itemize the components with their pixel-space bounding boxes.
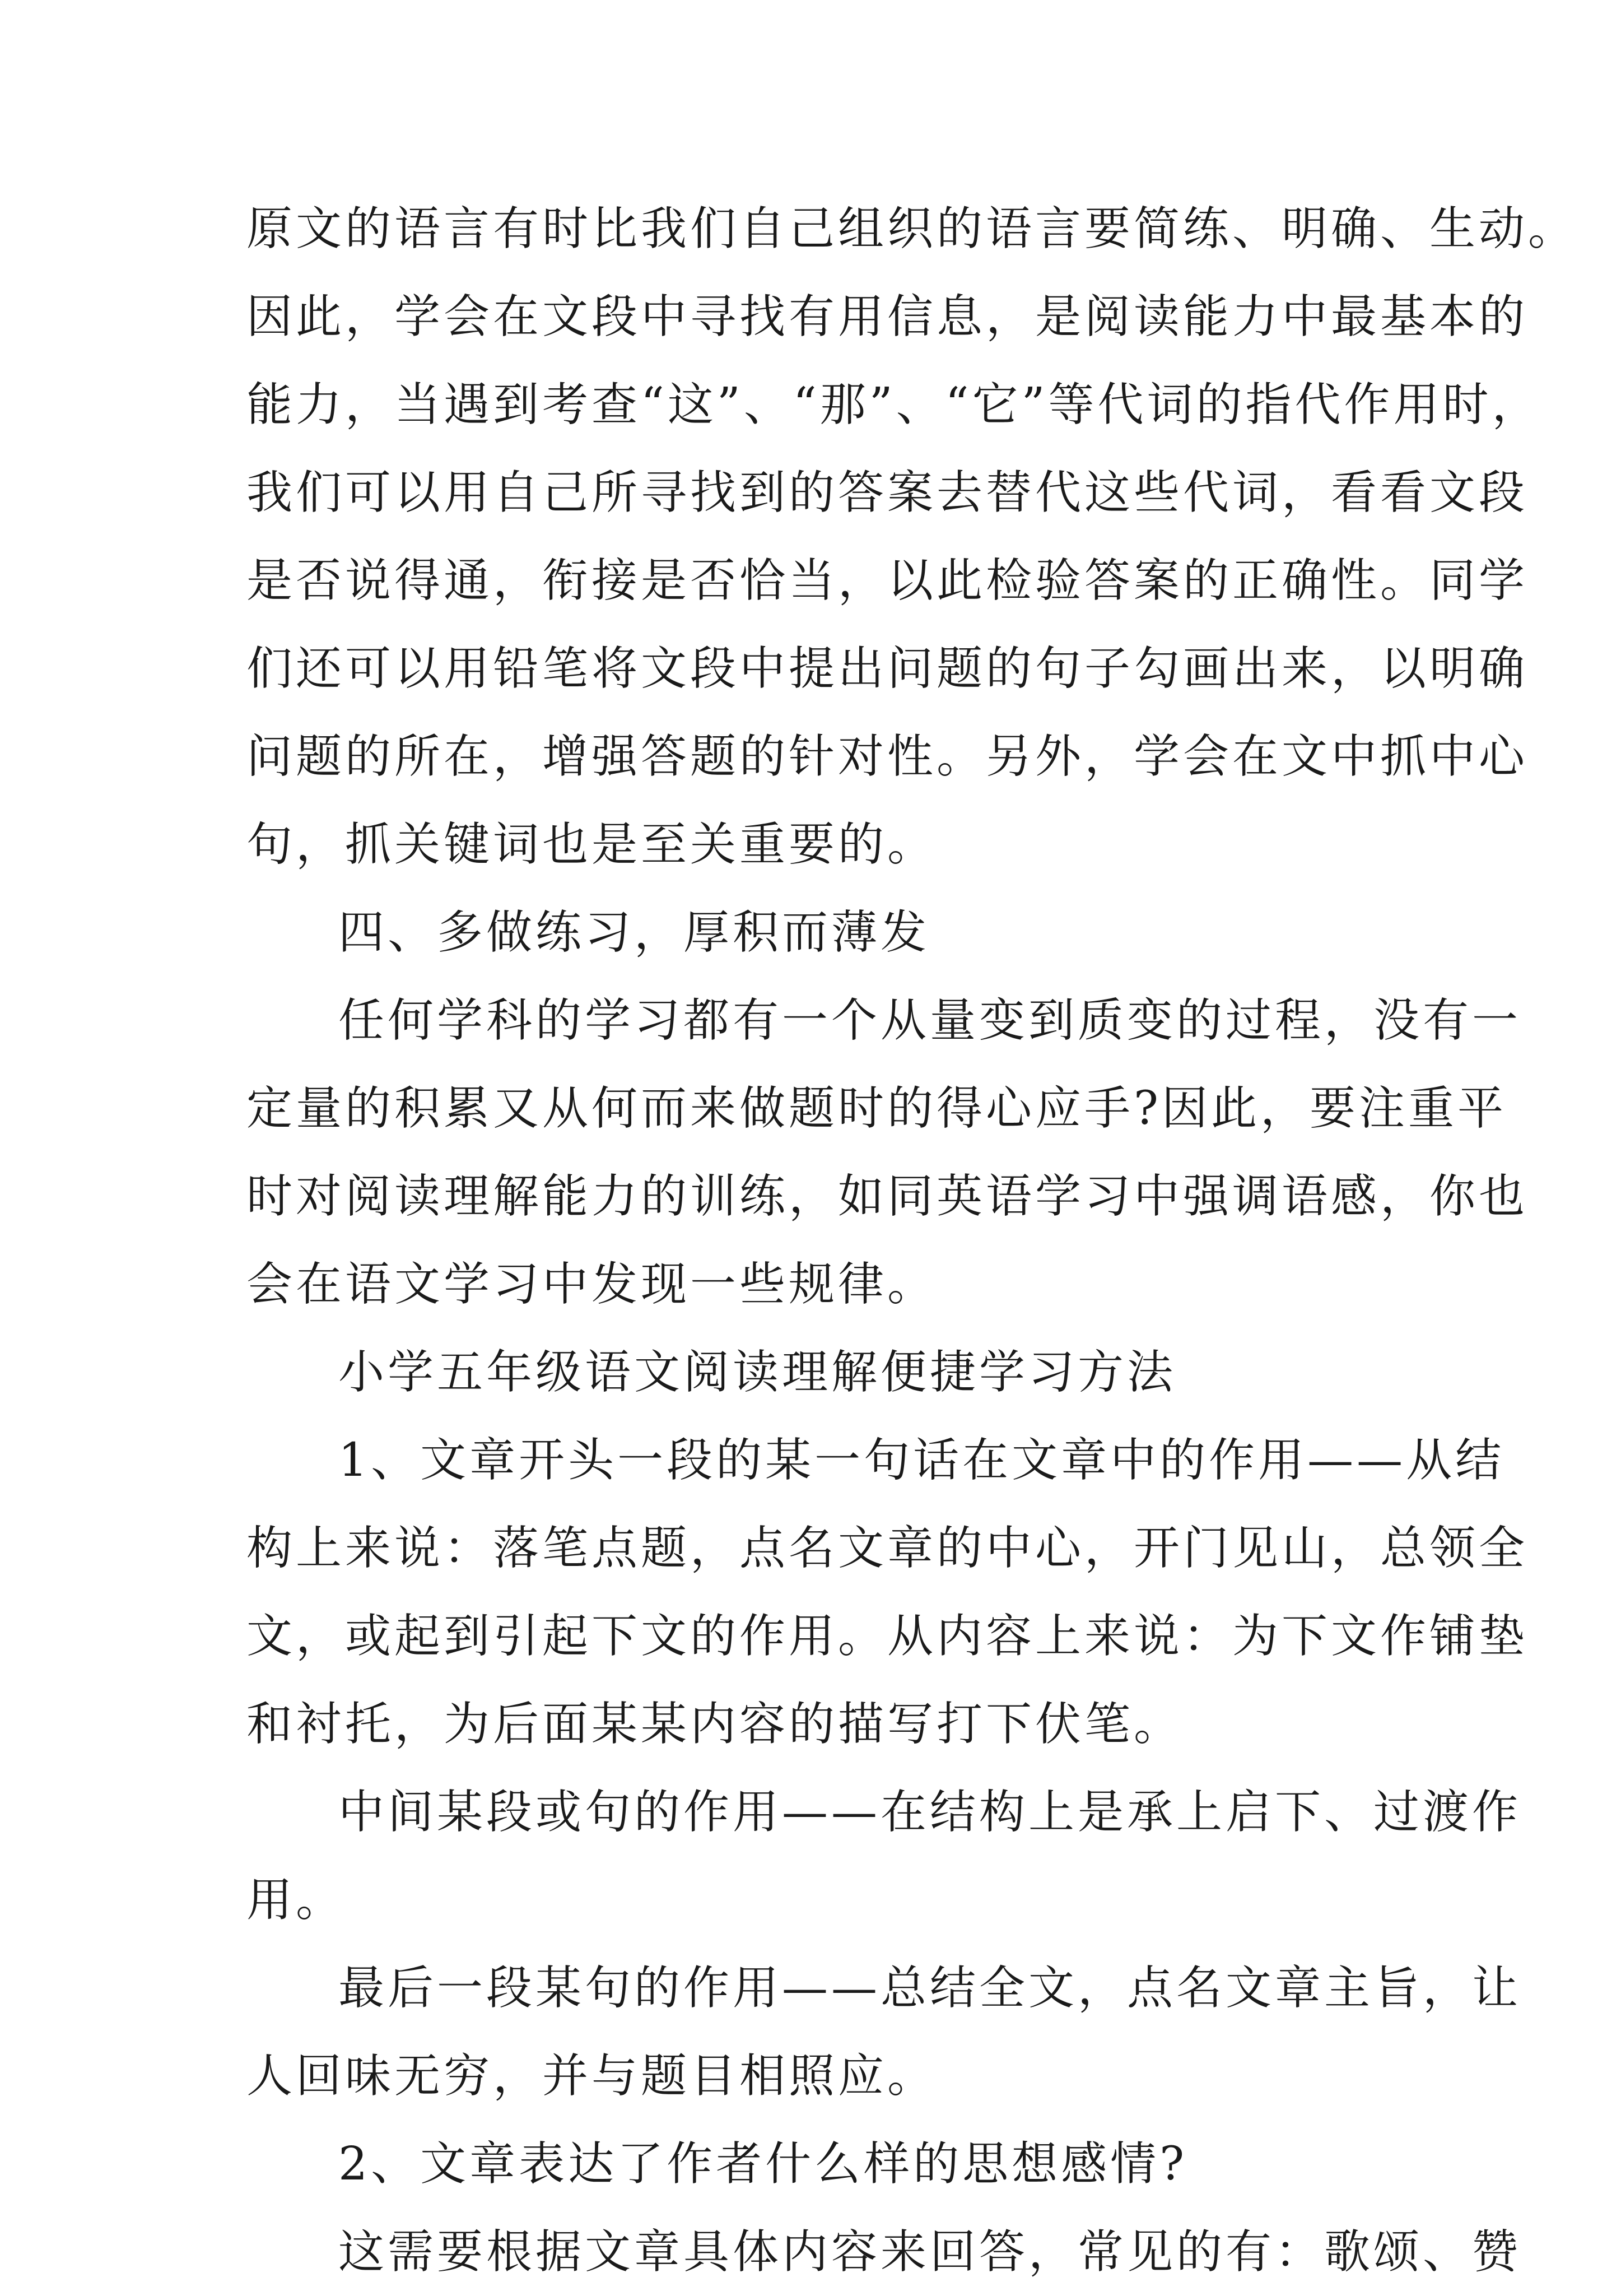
paragraph: 原文的语言有时比我们自己组织的语言要简练、明确、生动。 bbox=[246, 202, 1578, 255]
paragraph-line: 会在语文学习中发现一些规律。 bbox=[246, 1258, 937, 1311]
paragraph-line: 文，或起到引起下文的作用。从内容上来说：为下文作铺垫 bbox=[246, 1610, 1529, 1663]
paragraph: 这需要根据文章具体内容来回答，常见的有：歌颂、赞 bbox=[338, 2225, 1522, 2279]
paragraph: 2、文章表达了作者什么样的思想感情? bbox=[338, 2137, 1188, 2191]
paragraph-line: 我们可以用自己所寻找到的答案去替代这些代词，看看文段 bbox=[246, 466, 1529, 519]
paragraph: 最后一段某句的作用——总结全文，点名文章主旨，让 bbox=[338, 1962, 1522, 2015]
paragraph: 1、文章开头一段的某一句话在文章中的作用——从结 bbox=[338, 1434, 1505, 1487]
document-body bbox=[246, 185, 1578, 2296]
paragraph-line: 定量的积累又从何而来做题时的得心应手?因此，要注重平 bbox=[246, 1082, 1507, 1135]
paragraph: 中间某段或句的作用——在结构上是承上启下、过渡作 bbox=[338, 1786, 1522, 1839]
paragraph-line: 和衬托，为后面某某内容的描写打下伏笔。 bbox=[246, 1698, 1184, 1751]
paragraph: 任何学科的学习都有一个从量变到质变的过程，没有一 bbox=[338, 994, 1522, 1047]
section-heading: 四、多做练习，厚积而薄发 bbox=[338, 906, 930, 959]
section-title: 小学五年级语文阅读理解便捷学习方法 bbox=[338, 1346, 1177, 1399]
paragraph-line: 们还可以用铅笔将文段中提出问题的句子勾画出来，以明确 bbox=[246, 642, 1529, 695]
paragraph-line: 人回味无穷，并与题目相照应。 bbox=[246, 2049, 937, 2103]
paragraph-line: 问题的所在，增强答题的针对性。另外，学会在文中抓中心 bbox=[246, 730, 1529, 783]
paragraph-line: 构上来说：落笔点题，点名文章的中心，开门见山，总领全 bbox=[246, 1522, 1529, 1575]
paragraph-line: 因此，学会在文段中寻找有用信息，是阅读能力中最基本的 bbox=[246, 290, 1529, 343]
paragraph-line: 句，抓关键词也是至关重要的。 bbox=[246, 818, 937, 871]
paragraph-line: 用。 bbox=[246, 1874, 346, 1927]
paragraph-line: 是否说得通，衔接是否恰当，以此检验答案的正确性。同学 bbox=[246, 554, 1529, 607]
paragraph-line: 能力，当遇到考查“这”、“那”、“它”等代词的指代作用时， bbox=[246, 378, 1541, 431]
paragraph-line: 时对阅读理解能力的训练，如同英语学习中强调语感，你也 bbox=[246, 1170, 1529, 1223]
